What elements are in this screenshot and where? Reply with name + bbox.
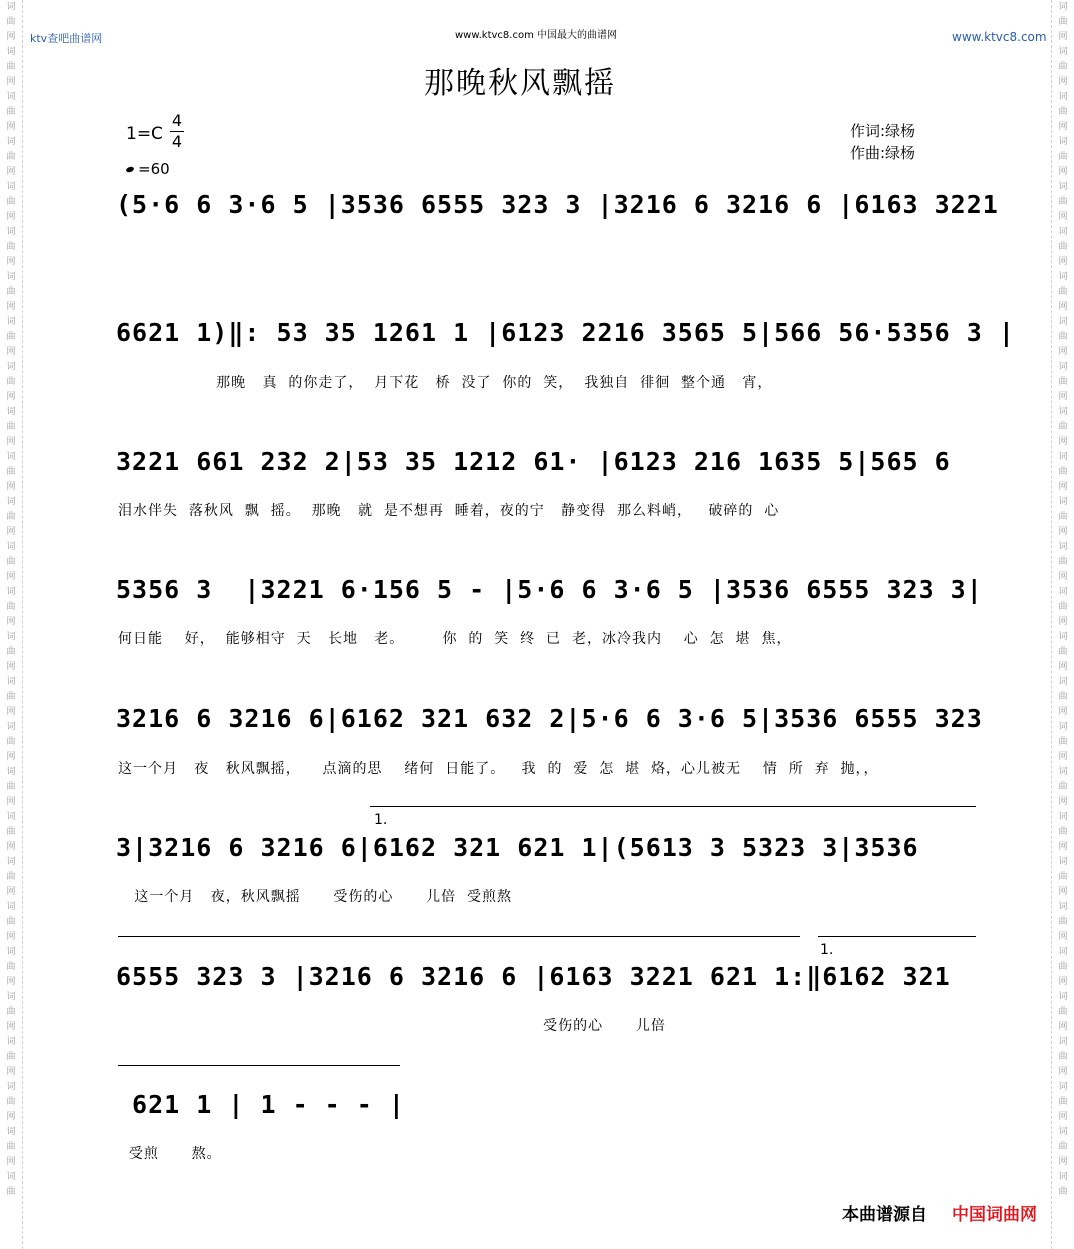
lyric-line: 受煎 熬。 xyxy=(118,1146,222,1162)
watermark-char: 词 xyxy=(1058,452,1068,462)
watermark-char: 曲 xyxy=(1058,242,1068,252)
score-notes-line: 6621 1)‖: 53 35 1261 1 |6123 2216 3565 5|566 56·5356 3 | xyxy=(116,318,1015,347)
watermark-char: 网 xyxy=(1058,527,1068,537)
watermark-char: 词 xyxy=(1058,497,1068,507)
watermark-char: 网 xyxy=(1058,302,1068,312)
key-signature: 1=C xyxy=(126,124,163,144)
watermark-char: 网 xyxy=(6,482,16,492)
watermark-char: 网 xyxy=(1058,392,1068,402)
watermark-char: 词 xyxy=(6,182,16,192)
watermark-char: 词 xyxy=(1058,1172,1068,1182)
watermark-char: 网 xyxy=(1058,1067,1068,1077)
watermark-char: 词 xyxy=(6,947,16,957)
watermark-char: 词 xyxy=(1058,677,1068,687)
watermark-char: 词 xyxy=(1058,1037,1068,1047)
watermark-char: 网 xyxy=(6,257,16,267)
watermark-char: 曲 xyxy=(6,1052,16,1062)
watermark-char: 曲 xyxy=(6,242,16,252)
watermark-char: 词 xyxy=(6,992,16,1002)
watermark-char: 曲 xyxy=(1058,692,1068,702)
watermark-char: 网 xyxy=(6,212,16,222)
watermark-char: 网 xyxy=(6,527,16,537)
watermark-char: 网 xyxy=(6,1112,16,1122)
watermark-char: 曲 xyxy=(1058,1052,1068,1062)
watermark-char: 网 xyxy=(1058,932,1068,942)
watermark-char: 词 xyxy=(1058,587,1068,597)
volta-bracket-1 xyxy=(370,806,976,807)
watermark-char: 词 xyxy=(1058,1082,1068,1092)
watermark-char: 曲 xyxy=(6,1187,16,1197)
watermark-char: 曲 xyxy=(1058,782,1068,792)
watermark-char: 网 xyxy=(1058,122,1068,132)
watermark-char: 网 xyxy=(6,572,16,582)
watermark-char: 词 xyxy=(1058,317,1068,327)
score-notes-line: (5·6 6 3·6 5 |3536 6555 323 3 |3216 6 3216 6 |6163 3221 xyxy=(116,190,999,219)
volta-bracket-final xyxy=(118,1065,400,1066)
watermark-char: 词 xyxy=(1058,182,1068,192)
watermark-char: 词 xyxy=(6,902,16,912)
watermark-char: 曲 xyxy=(6,377,16,387)
watermark-char: 词 xyxy=(1058,2,1068,12)
watermark-char: 词 xyxy=(6,812,16,822)
watermark-char: 曲 xyxy=(6,917,16,927)
watermark-char: 网 xyxy=(6,1022,16,1032)
watermark-char: 曲 xyxy=(6,332,16,342)
watermark-char: 网 xyxy=(1058,77,1068,87)
watermark-char: 网 xyxy=(1058,1157,1068,1167)
watermark-char: 词 xyxy=(6,632,16,642)
watermark-char: 曲 xyxy=(1058,917,1068,927)
watermark-char: 曲 xyxy=(6,602,16,612)
watermark-char: 曲 xyxy=(6,1007,16,1017)
watermark-char: 曲 xyxy=(1058,197,1068,207)
watermark-char: 网 xyxy=(6,122,16,132)
watermark-char: 曲 xyxy=(1058,62,1068,72)
watermark-char: 网 xyxy=(6,302,16,312)
watermark-char: 词 xyxy=(1058,1127,1068,1137)
time-signature xyxy=(170,111,184,152)
tempo-marking xyxy=(126,160,170,178)
watermark-char: 网 xyxy=(1058,212,1068,222)
watermark-char: 词 xyxy=(1058,272,1068,282)
watermark-char: 曲 xyxy=(6,152,16,162)
watermark-char: 网 xyxy=(1058,707,1068,717)
watermark-char: 词 xyxy=(6,92,16,102)
watermark-char: 曲 xyxy=(1058,512,1068,522)
watermark-char: 词 xyxy=(6,1127,16,1137)
lyric-line: 这一个月 夜，秋风飘摇 受伤的心 儿倍 受煎熬 xyxy=(118,889,513,905)
watermark-char: 曲 xyxy=(6,467,16,477)
watermark-char: 词 xyxy=(1058,767,1068,777)
watermark-char: 曲 xyxy=(1058,467,1068,477)
left-watermark-strip xyxy=(0,0,23,1249)
watermark-char: 曲 xyxy=(6,962,16,972)
watermark-char: 曲 xyxy=(1058,107,1068,117)
watermark-char: 曲 xyxy=(1058,1187,1068,1197)
source-label: 本曲谱源自 xyxy=(842,1205,927,1225)
watermark-char: 网 xyxy=(6,32,16,42)
watermark-char: 网 xyxy=(6,842,16,852)
watermark-char: 网 xyxy=(1058,482,1068,492)
watermark-char: 网 xyxy=(6,1067,16,1077)
lyric-line: 这一个月 夜 秋风飘摇， 点滴的思 绪何 日能了。 我 的 爱 怎 堪 烙，心儿被无 情 所 弃 抛，， xyxy=(118,761,879,777)
watermark-char: 网 xyxy=(1058,887,1068,897)
watermark-char: 网 xyxy=(6,347,16,357)
time-signature-bottom: 4 xyxy=(171,132,183,151)
watermark-char: 曲 xyxy=(6,557,16,567)
watermark-char: 词 xyxy=(6,227,16,237)
watermark-char: 词 xyxy=(6,722,16,732)
watermark-char: 网 xyxy=(1058,347,1068,357)
score-notes-line: 3216 6 3216 6|6162 321 632 2|5·6 6 3·6 5|3536 6555 323 xyxy=(116,704,983,733)
watermark-char: 词 xyxy=(6,1037,16,1047)
watermark-char: 词 xyxy=(6,542,16,552)
source-site-link[interactable]: 中国词曲网 xyxy=(952,1205,1037,1225)
watermark-char: 词 xyxy=(1058,902,1068,912)
watermark-char: 曲 xyxy=(6,782,16,792)
watermark-char: 曲 xyxy=(6,197,16,207)
volta-number-1: 1. xyxy=(374,812,388,828)
credits xyxy=(850,120,915,164)
watermark-char: 曲 xyxy=(6,17,16,27)
volta-bracket-left xyxy=(118,936,800,937)
watermark-char: 词 xyxy=(6,767,16,777)
site-tagline[interactable]: www.ktvc8.com 中国最大的曲谱网 xyxy=(455,30,618,41)
watermark-char: 曲 xyxy=(1058,332,1068,342)
watermark-char: 网 xyxy=(6,617,16,627)
watermark-char: 词 xyxy=(1058,137,1068,147)
watermark-char: 词 xyxy=(1058,407,1068,417)
watermark-char: 曲 xyxy=(1058,287,1068,297)
watermark-char: 词 xyxy=(1058,992,1068,1002)
watermark-char: 词 xyxy=(6,677,16,687)
watermark-char: 词 xyxy=(6,317,16,327)
watermark-char: 词 xyxy=(1058,92,1068,102)
watermark-char: 网 xyxy=(1058,1022,1068,1032)
watermark-char: 网 xyxy=(6,887,16,897)
score-notes-line: 621 1 | 1 - - - | xyxy=(116,1090,405,1119)
watermark-char: 网 xyxy=(6,77,16,87)
watermark-char: 曲 xyxy=(1058,1007,1068,1017)
watermark-char: 网 xyxy=(1058,572,1068,582)
watermark-char: 网 xyxy=(1058,797,1068,807)
watermark-char: 曲 xyxy=(6,692,16,702)
watermark-char: 曲 xyxy=(1058,962,1068,972)
watermark-char: 词 xyxy=(6,47,16,57)
watermark-char: 曲 xyxy=(6,737,16,747)
watermark-char: 网 xyxy=(6,752,16,762)
watermark-char: 网 xyxy=(6,932,16,942)
watermark-char: 曲 xyxy=(6,1097,16,1107)
watermark-char: 曲 xyxy=(6,647,16,657)
lyric-line: 那晚 真 的你走了， 月下花 桥 没了 你的 笑， 我独自 徘徊 整个通 宵， xyxy=(118,375,773,391)
right-watermark-strip xyxy=(1051,0,1074,1249)
watermark-char: 词 xyxy=(6,1082,16,1092)
watermark-char: 词 xyxy=(6,452,16,462)
score-notes-line: 6555 323 3 |3216 6 3216 6 |6163 3221 621 1:‖6162 321 xyxy=(116,962,951,991)
watermark-char: 曲 xyxy=(1058,872,1068,882)
watermark-char: 词 xyxy=(6,587,16,597)
watermark-char: 词 xyxy=(1058,947,1068,957)
watermark-char: 网 xyxy=(6,797,16,807)
watermark-char: 曲 xyxy=(1058,1142,1068,1152)
lyricist: 作词:绿杨 xyxy=(850,122,916,140)
watermark-char: 词 xyxy=(6,857,16,867)
watermark-char: 词 xyxy=(6,497,16,507)
volta-bracket-2 xyxy=(818,936,976,937)
volta-number-2: 1. xyxy=(820,942,834,958)
watermark-char: 曲 xyxy=(1058,1097,1068,1107)
watermark-char: 网 xyxy=(1058,662,1068,672)
watermark-char: 曲 xyxy=(1058,737,1068,747)
watermark-char: 词 xyxy=(6,1172,16,1182)
watermark-char: 词 xyxy=(1058,47,1068,57)
watermark-char: 网 xyxy=(6,707,16,717)
watermark-char: 网 xyxy=(1058,167,1068,177)
watermark-char: 曲 xyxy=(6,827,16,837)
watermark-char: 曲 xyxy=(6,512,16,522)
watermark-char: 曲 xyxy=(6,287,16,297)
lyric-line: 何日能 好， 能够相守 天 长地 老。 你 的 笑 终 已 老，冰冷我内 心 怎 堪 焦， xyxy=(118,631,792,647)
watermark-char: 曲 xyxy=(6,1142,16,1152)
watermark-char: 网 xyxy=(6,437,16,447)
watermark-char: 词 xyxy=(6,2,16,12)
watermark-char: 曲 xyxy=(1058,557,1068,567)
watermark-char: 网 xyxy=(1058,617,1068,627)
tempo-value: =60 xyxy=(138,160,170,178)
watermark-char: 词 xyxy=(1058,812,1068,822)
watermark-char: 词 xyxy=(1058,542,1068,552)
watermark-char: 词 xyxy=(6,407,16,417)
watermark-char: 网 xyxy=(6,977,16,987)
watermark-char: 词 xyxy=(1058,362,1068,372)
watermark-char: 网 xyxy=(1058,842,1068,852)
watermark-char: 词 xyxy=(1058,227,1068,237)
watermark-char: 词 xyxy=(1058,857,1068,867)
watermark-char: 词 xyxy=(1058,632,1068,642)
watermark-char: 曲 xyxy=(6,872,16,882)
lyric-line: 泪水伴失 落秋风 飘 摇。 那晚 就 是不想再 睡着，夜的宁 静变得 那么料峭， 破碎的 心 xyxy=(118,503,780,519)
quarter-note-icon xyxy=(125,166,134,173)
watermark-char: 网 xyxy=(6,662,16,672)
song-title: 那晚秋风飘摇 xyxy=(424,66,616,101)
watermark-char: 词 xyxy=(1058,722,1068,732)
watermark-char: 词 xyxy=(6,272,16,282)
watermark-char: 曲 xyxy=(6,422,16,432)
watermark-char: 曲 xyxy=(1058,422,1068,432)
score-notes-line: 5356 3 |3221 6·156 5 - |5·6 6 3·6 5 |3536 6555 323 3| xyxy=(116,575,983,604)
score-notes-line: 3221 661 232 2|53 35 1212 61· |6123 216 1635 5|565 6 xyxy=(116,447,951,476)
watermark-char: 网 xyxy=(1058,32,1068,42)
watermark-char: 曲 xyxy=(1058,17,1068,27)
watermark-char: 词 xyxy=(6,137,16,147)
site-url-right[interactable]: www.ktvc8.com xyxy=(952,30,1047,44)
watermark-char: 词 xyxy=(6,362,16,372)
watermark-char: 曲 xyxy=(6,62,16,72)
site-name-left[interactable]: ktv查吧曲谱网 xyxy=(30,32,103,45)
watermark-char: 曲 xyxy=(1058,602,1068,612)
watermark-char: 曲 xyxy=(1058,647,1068,657)
watermark-char: 网 xyxy=(6,1157,16,1167)
watermark-char: 网 xyxy=(6,392,16,402)
watermark-char: 曲 xyxy=(1058,827,1068,837)
watermark-char: 网 xyxy=(1058,1112,1068,1122)
lyric-line: 受伤的心 儿倍 xyxy=(118,1018,666,1034)
watermark-char: 曲 xyxy=(6,107,16,117)
watermark-char: 网 xyxy=(1058,752,1068,762)
watermark-char: 网 xyxy=(1058,977,1068,987)
time-signature-top: 4 xyxy=(171,111,183,130)
watermark-char: 曲 xyxy=(1058,152,1068,162)
score-notes-line: 3|3216 6 3216 6|6162 321 621 1|(5613 3 5323 3|3536 xyxy=(116,833,919,862)
watermark-char: 网 xyxy=(6,167,16,177)
watermark-char: 网 xyxy=(1058,257,1068,267)
watermark-char: 网 xyxy=(1058,437,1068,447)
composer: 作曲:绿杨 xyxy=(850,144,916,162)
watermark-char: 曲 xyxy=(1058,377,1068,387)
